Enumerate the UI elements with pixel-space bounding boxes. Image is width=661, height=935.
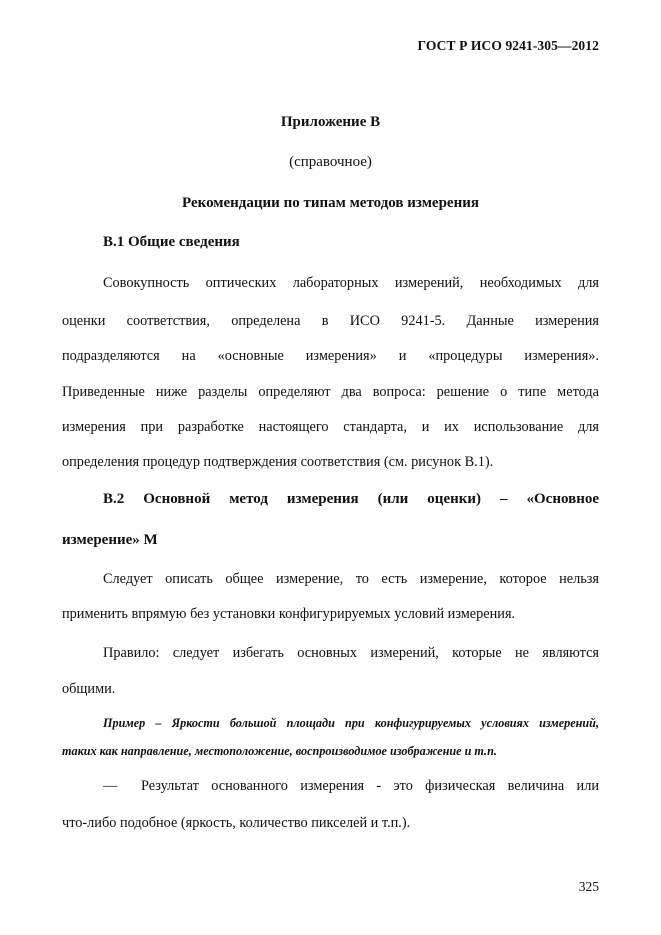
annex-kind: (справочное) [289,154,372,170]
section-b1-heading: В.1 Общие сведения [103,234,240,250]
page-number: 325 [578,879,599,894]
paragraph-line: определения процедур подтверждения соответствия (см. рисунок В.1). [62,454,494,470]
paragraph-line: оценки соответствия, определена в ИСО 9241-5. Данные измерения [62,313,599,329]
paragraph-line: Правило: следует избегать основных измерений, которые не являются [103,645,599,661]
paragraph-line: применить впрямую без установки конфигурируемых условий измерения. [62,606,516,622]
annex-title: Приложение В [280,114,381,130]
paragraph-line: Следует описать общее измерение, то есть измерение, которое нельзя [103,571,599,587]
dash-item-text: Результат основанного измерения - это физическая величина или [141,778,599,794]
paragraph-line: подразделяются на «основные измерения» и «процедуры измерения». [62,348,599,364]
section-b2-heading-line1: В.2 Основной метод измерения (или оценки) – «Основное [103,491,599,507]
dash-marker: — [103,778,118,794]
annex-heading: Рекомендации по типам методов измерения [182,195,479,211]
paragraph-line: Совокупность оптических лабораторных измерений, необходимых для [103,275,599,291]
paragraph-line: измерения при разработке настоящего стандарта, и их использование для [62,419,599,435]
example-line: таких как направление, местоположение, воспроизводимое изображение и т.п. [62,744,497,758]
paragraph-line: что-либо подобное (яркость, количество пикселей и т.п.). [62,815,411,831]
paragraph-line: общими. [62,681,116,697]
dash-list-item [103,778,599,795]
document-standard-number: ГОСТ Р ИСО 9241-305—2012 [417,38,599,53]
paragraph-line: Приведенные ниже разделы определяют два вопроса: решение о типе метода [62,384,599,400]
section-b2-heading-line2: измерение» М [62,532,158,548]
example-line: Пример – Яркости большой площади при конфигурируемых условиях измерений, [103,716,599,730]
